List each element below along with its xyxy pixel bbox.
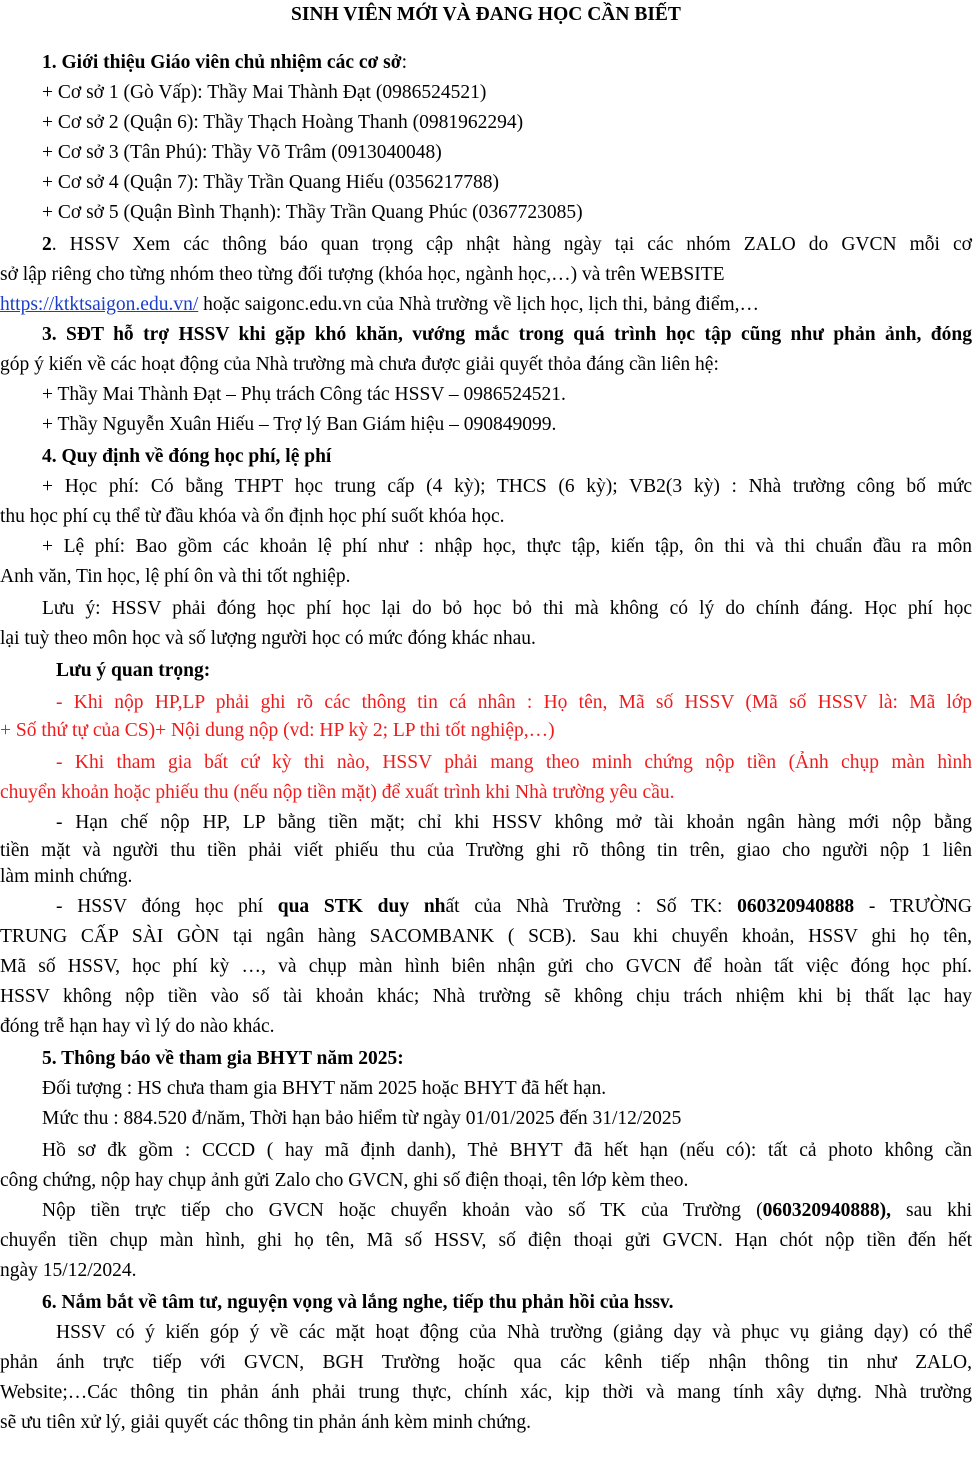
section-6-heading: 6. Nắm bắt về tâm tư, nguyện vọng và lắng nghe, tiếp thu phản hồi của hssv.	[42, 1292, 674, 1313]
section-1-colon: :	[401, 52, 407, 73]
section-4-heading: 4. Quy định về đóng học phí, lệ phí	[42, 446, 332, 467]
section-2-line-3-rest: hoặc saigonc.edu.vn của Nhà trường về lịch học, lịch thi, bảng điểm,…	[198, 294, 760, 315]
cash-note-line-1: - Hạn chế nộp HP, LP bằng tiền mặt; chỉ khi HSSV không mở tài khoản ngân hàng mới nộp bằng	[56, 812, 972, 833]
retake-note-line-2: lại tuỳ theo môn học và số lượng người học có mức đóng khác nhau.	[0, 628, 536, 649]
bhyt-fee: Mức thu : 884.520 đ/năm, Thời hạn bảo hiểm từ ngày 01/01/2025 đến 31/12/2025	[42, 1108, 682, 1129]
cash-note-line-2: tiền mặt và người thu tiền phải viết phiếu thu của Trường ghi rõ thông tin trên, giao cho người nộp 1 liên	[0, 840, 972, 861]
campus-4-teacher: + Cơ sở 4 (Quận 7): Thầy Trần Quang Hiếu (0356217788)	[42, 172, 499, 193]
cash-note-line-3: làm minh chứng.	[0, 866, 133, 887]
section-1-title: 1. Giới thiệu Giáo viên chủ nhiệm các cơ sở	[42, 52, 402, 73]
campus-2-teacher: + Cơ sở 2 (Quận 6): Thầy Thạch Hoàng Thanh (0981962294)	[42, 112, 524, 133]
bank-note-line-5: đóng trễ hạn hay vì lý do nào khác.	[0, 1016, 275, 1037]
tuition-line-2: thu học phí cụ thể từ đầu khóa và ổn định học phí suốt khóa học.	[0, 506, 505, 527]
bhyt-payment-text: Nộp tiền trực tiếp cho GVCN hoặc chuyển khoản vào số TK của Trường (	[42, 1200, 763, 1221]
section-2-line-3	[0, 290, 975, 320]
important-note-2-line-1: - Khi tham gia bất cứ kỳ thi nào, HSSV phải mang theo minh chứng nộp tiền (Ảnh chụp màn hình	[56, 752, 972, 773]
bhyt-documents-line-2: công chứng, nộp hay chụp ảnh gửi Zalo cho GVCN, ghi số điện thoại, tên lớp kèm theo.	[0, 1170, 689, 1191]
section-5-heading: 5. Thông báo về tham gia BHYT năm 2025:	[42, 1048, 404, 1069]
bank-note-account-label: ất của Nhà Trường : Số TK:	[445, 896, 738, 917]
support-contact-2: + Thầy Nguyễn Xuân Hiếu – Trợ lý Ban Giám hiệu – 090849099.	[42, 414, 557, 435]
bhyt-payment-line-1	[0, 1196, 975, 1226]
section-2-text: . HSSV Xem các thông báo quan trọng cập nhật hàng ngày tại các nhóm ZALO do GVCN mỗi cơ	[51, 234, 972, 255]
important-note-1-line-2: + Số thứ tự của CS)+ Nội dung nộp (vd: HP kỳ 2; LP thi tốt nghiệp,…)	[0, 720, 555, 741]
feedback-line-1: HSSV có ý kiến góp ý về các mặt hoạt động của Nhà trường (giảng dạy và phục vụ giảng dạy) có thể	[56, 1322, 972, 1343]
section-2-number: 2	[42, 234, 52, 255]
campus-5-teacher: + Cơ sở 5 (Quận Bình Thạnh): Thầy Trần Quang Phúc (0367723085)	[42, 202, 583, 223]
bhyt-payment-rest: sau khi	[890, 1200, 972, 1221]
bank-note-line-3: Mã số HSSV, học phí kỳ …, và chụp màn hình biên nhận gửi cho GVCN để hoàn tất việc đóng học phí.	[0, 956, 972, 977]
feedback-line-3: Website;…Các thông tin phản ánh phải trung thực, chính xác, kịp thời và mang tính xây dựng. Nhà trường	[0, 1382, 972, 1403]
bank-note-intro: - HSSV đóng học phí	[56, 896, 278, 917]
fee-line-1: + Lệ phí: Bao gồm các khoản lệ phí như : nhập học, thực tập, kiến tập, ôn thi và thi chuẩn đầu ra môn	[42, 536, 972, 557]
bhyt-deadline: ngày 15/12/2024.	[0, 1260, 137, 1281]
bank-note-line-4: HSSV không nộp tiền vào số tài khoản khác; Nhà trường sẽ không chịu trách nhiệm khi bị thất lạc hay	[0, 986, 972, 1007]
website-link[interactable]: https://ktktsaigon.edu.vn/	[0, 294, 199, 315]
section-1-heading	[0, 48, 975, 78]
retake-note-line-1: Lưu ý: HSSV phải đóng học phí học lại do bỏ học bỏ thi mà không có lý do chính đáng. Học phí học	[42, 598, 972, 619]
tuition-line-1: + Học phí: Có bằng THPT học trung cấp (4 kỳ); THCS (6 kỳ); VB2(3 kỳ) : Nhà trường công bố mức	[42, 476, 972, 497]
bhyt-documents-line-1: Hồ sơ đk gồm : CCCD ( hay mã định danh), Thẻ BHYT đã hết hạn (nếu có): tất cả photo không cần	[42, 1140, 972, 1161]
bank-note-emphasis: qua STK duy nh	[277, 896, 446, 917]
page-title: SINH VIÊN MỚI VÀ ĐANG HỌC CẦN BIẾT	[291, 4, 681, 25]
bank-note-line-2: TRUNG CẤP SÀI GÒN tại ngân hàng SACOMBANK ( SCB). Sau khi chuyển khoản, HSSV ghi họ tên,	[0, 926, 972, 947]
campus-3-teacher: + Cơ sở 3 (Tân Phú): Thầy Võ Trâm (0913040048)	[42, 142, 442, 163]
section-2-line-2: sở lập riêng cho từng nhóm theo từng đối tượng (khóa học, ngành học,…) và trên WEBSITE	[0, 264, 725, 285]
bhyt-account-number: 060320940888),	[762, 1200, 891, 1221]
campus-1-teacher: + Cơ sở 1 (Gò Vấp): Thầy Mai Thành Đạt (0986524521)	[42, 82, 487, 103]
bank-account-number: 060320940888	[737, 896, 855, 917]
support-contact-1: + Thầy Mai Thành Đạt – Phụ trách Công tác HSSV – 0986524521.	[42, 384, 566, 405]
bhyt-target: Đối tượng : HS chưa tham gia BHYT năm 2025 hoặc BHYT đã hết hạn.	[42, 1078, 607, 1099]
important-note-2-line-2: chuyển khoản hoặc phiếu thu (nếu nộp tiền mặt) để xuất trình khi Nhà trường yêu cầu.	[0, 782, 675, 803]
important-note-1-line-1: - Khi nộp HP,LP phải ghi rõ các thông tin cá nhân : Họ tên, Mã số HSSV (Mã số HSSV là: Mã lớp	[56, 692, 972, 713]
bhyt-payment-line-2: chuyển tiền chụp màn hình, ghi họ tên, Mã số HSSV, số điện thoại gửi GVCN. Hạn chót nộp tiền đến hết	[0, 1230, 972, 1251]
fee-line-2: Anh văn, Tin học, lệ phí ôn và thi tốt nghiệp.	[0, 566, 351, 587]
bank-note-school: - TRƯỜNG	[854, 896, 972, 917]
bank-note-line-1	[0, 892, 975, 922]
section-2-line-1	[0, 230, 975, 260]
feedback-line-2: phản ánh trực tiếp với GVCN, BGH Trường hoặc qua các kênh tiếp nhận thông tin như ZALO,	[0, 1352, 972, 1373]
section-3-heading-line-2: góp ý kiến về các hoạt động của Nhà trường mà chưa được giải quyết thỏa đáng cần liên hệ:	[0, 354, 719, 375]
important-note-heading: Lưu ý quan trọng:	[56, 660, 211, 681]
section-3-heading-line-1: 3. SĐT hỗ trợ HSSV khi gặp khó khăn, vướng mắc trong quá trình học tập cũng như phản ảnh, đóng	[42, 324, 972, 345]
feedback-line-4: sẽ ưu tiên xử lý, giải quyết các thông tin phản ánh kèm minh chứng.	[0, 1412, 532, 1433]
